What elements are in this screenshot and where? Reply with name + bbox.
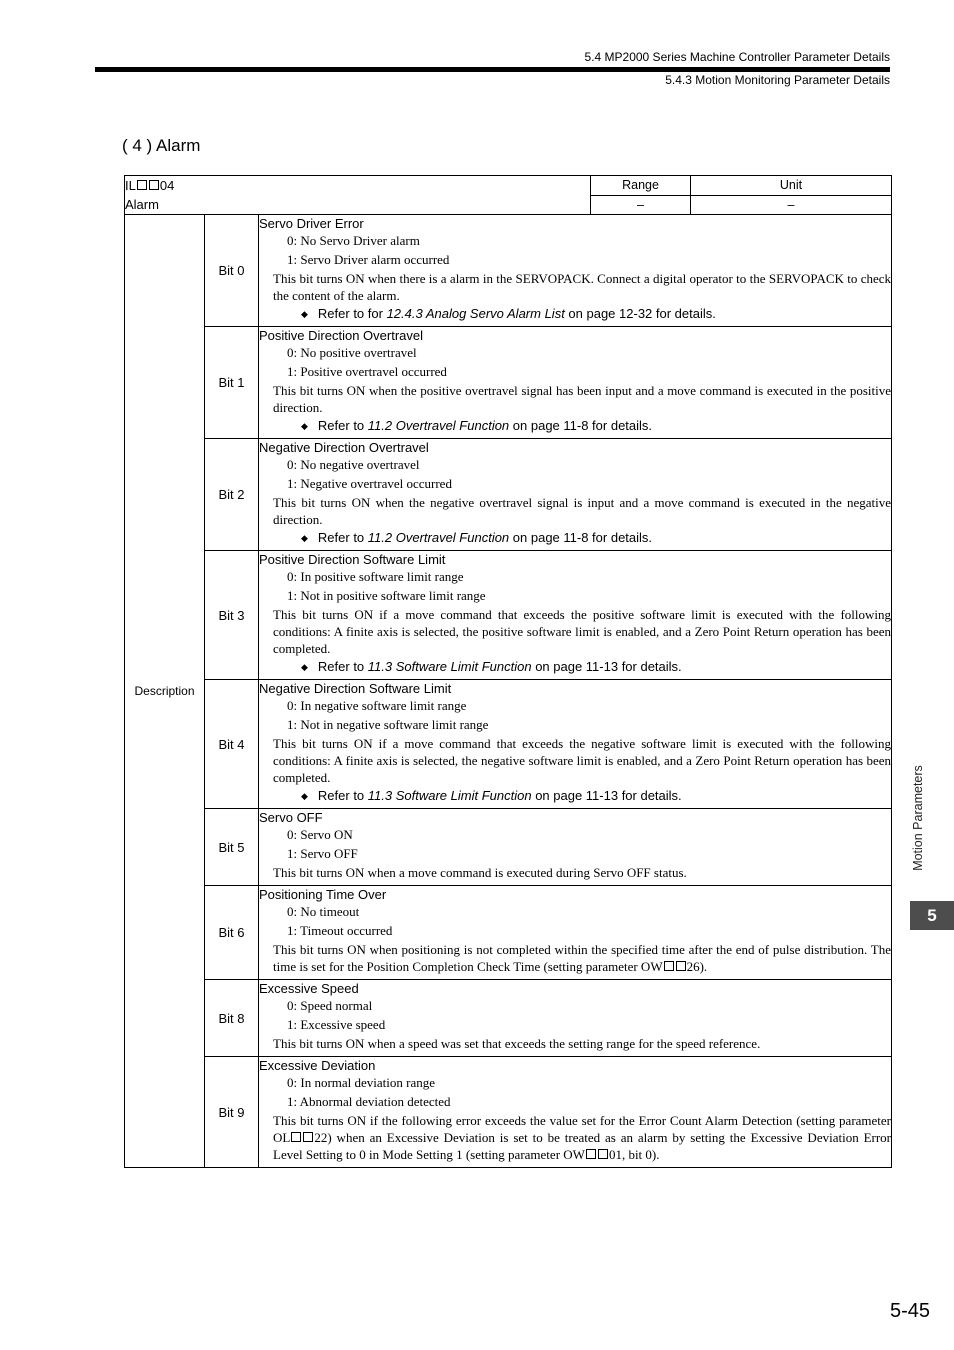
cross-reference: ◆ Refer to for 12.4.3 Analog Servo Alarm List on page 12-32 for details. bbox=[301, 306, 716, 321]
bit-description bbox=[259, 439, 892, 551]
diamond-bullet-icon: ◆ bbox=[301, 309, 308, 319]
bit-value-1: 1: Servo OFF bbox=[287, 845, 358, 861]
diamond-bullet-icon: ◆ bbox=[301, 533, 308, 543]
diamond-bullet-icon: ◆ bbox=[301, 791, 308, 801]
bit-title: Excessive Speed bbox=[259, 981, 359, 996]
unit-header: Unit bbox=[691, 176, 892, 196]
placeholder-box-icon bbox=[149, 180, 159, 190]
bit-description bbox=[259, 327, 892, 439]
parameter-name: Alarm bbox=[125, 197, 159, 212]
bit-description bbox=[259, 886, 892, 980]
reference-title: 11.3 Software Limit Function bbox=[367, 788, 532, 803]
bit-value-0: 0: No Servo Driver alarm bbox=[287, 233, 420, 248]
chapter-tab: 5 bbox=[910, 901, 954, 930]
bit-description bbox=[259, 680, 892, 809]
bit-title: Positive Direction Overtravel bbox=[259, 328, 423, 343]
bit-explanation: This bit turns ON if a move command that exceeds the positive software limit is executed with the following conditions: A finite axis is selected, the positive software limit is enabled, and a Zero Point Return operation has been completed. bbox=[273, 607, 892, 656]
bit-label: Bit 6 bbox=[205, 886, 259, 980]
bit-label: Bit 0 bbox=[205, 215, 259, 327]
range-value: – bbox=[591, 195, 691, 215]
cross-reference: ◆ Refer to 11.3 Software Limit Function on page 11-13 for details. bbox=[301, 788, 682, 803]
placeholder-box-icon bbox=[586, 1149, 596, 1159]
reference-title: 12.4.3 Analog Servo Alarm List bbox=[386, 306, 565, 321]
placeholder-box-icon bbox=[664, 961, 674, 971]
bit-value-0: 0: No positive overtravel bbox=[287, 345, 417, 360]
parameter-id: IL 04 bbox=[125, 178, 175, 193]
cross-reference: ◆ Refer to 11.3 Software Limit Function on page 11-13 for details. bbox=[301, 659, 682, 674]
unit-value: – bbox=[691, 195, 892, 215]
cross-reference: ◆ Refer to 11.2 Overtravel Function on page 11-8 for details. bbox=[301, 418, 653, 433]
bit-explanation: This bit turns ON if a move command that exceeds the negative software limit is executed with the following conditions: A finite axis is selected, the negative software limit is enabled, and a Zero Point Return operation has been completed. bbox=[273, 736, 892, 785]
bit-value-0: 0: No negative overtravel bbox=[287, 457, 420, 472]
bit-explanation: This bit turns ON when the positive overtravel signal has been input and a move command is executed in the positive direction. bbox=[273, 383, 892, 415]
bit-label: Bit 4 bbox=[205, 680, 259, 809]
reference-title: 11.2 Overtravel Function bbox=[367, 530, 510, 545]
bit-value-0: 0: Speed normal bbox=[287, 998, 373, 1013]
bit-value-0: 0: In normal deviation range bbox=[287, 1075, 436, 1090]
bit-value-1: 1: Excessive speed bbox=[287, 1016, 386, 1032]
bit-value-0: 0: Servo ON bbox=[287, 827, 353, 842]
chapter-side-label: Motion Parameters bbox=[911, 765, 925, 871]
diamond-bullet-icon: ◆ bbox=[301, 421, 308, 431]
bit-value-0: 0: In negative software limit range bbox=[287, 698, 467, 713]
bit-label: Bit 1 bbox=[205, 327, 259, 439]
placeholder-box-icon bbox=[303, 1132, 313, 1142]
bit-title: Negative Direction Overtravel bbox=[259, 440, 429, 455]
bit-value-0: 0: No timeout bbox=[287, 904, 360, 919]
bit-description bbox=[259, 215, 892, 327]
description-label: Description bbox=[125, 215, 205, 1168]
bit-title: Positioning Time Over bbox=[259, 887, 387, 902]
section-title: ( 4 ) Alarm bbox=[122, 136, 201, 155]
bit-description bbox=[259, 980, 892, 1057]
reference-title: 11.3 Software Limit Function bbox=[367, 659, 532, 674]
bit-label: Bit 9 bbox=[205, 1057, 259, 1168]
bit-title: Positive Direction Software Limit bbox=[259, 552, 446, 567]
bit-value-1: 1: Positive overtravel occurred bbox=[287, 363, 447, 379]
parameter-id-cell bbox=[125, 176, 591, 215]
placeholder-box-icon bbox=[137, 180, 147, 190]
bit-label: Bit 5 bbox=[205, 809, 259, 886]
bit-value-1: 1: Timeout occurred bbox=[287, 922, 393, 938]
bit-value-1: 1: Abnormal deviation detected bbox=[287, 1093, 451, 1109]
bit-explanation: This bit turns ON when the negative overtravel signal is input and a move command is executed in the negative direction. bbox=[273, 495, 892, 527]
bit-explanation: This bit turns ON when there is a alarm in the SERVOPACK. Connect a digital operator to the SERVOPACK to check the content of the alarm. bbox=[273, 271, 892, 303]
bit-label: Bit 3 bbox=[205, 551, 259, 680]
bit-value-1: 1: Not in negative software limit range bbox=[287, 716, 489, 732]
bit-explanation: This bit turns ON when positioning is not completed within the specified time after the end of pulse distribution. The time is set for the Position Completion Check Time (setting parameter OW 26). bbox=[273, 942, 892, 974]
bit-description bbox=[259, 809, 892, 886]
bit-description bbox=[259, 1057, 892, 1168]
bit-title: Excessive Deviation bbox=[259, 1058, 376, 1073]
page-number: 5-45 bbox=[889, 1300, 930, 1322]
bit-value-0: 0: In positive software limit range bbox=[287, 569, 464, 584]
range-header: Range bbox=[591, 176, 691, 196]
bit-explanation: This bit turns ON when a move command is executed during Servo OFF status. bbox=[273, 865, 687, 880]
bit-value-1: 1: Servo Driver alarm occurred bbox=[287, 251, 450, 267]
bit-label: Bit 8 bbox=[205, 980, 259, 1057]
bit-title: Servo Driver Error bbox=[259, 216, 364, 231]
bit-title: Servo OFF bbox=[259, 810, 323, 825]
placeholder-box-icon bbox=[676, 961, 686, 971]
running-header-subsection: 5.4.3 Motion Monitoring Parameter Details bbox=[665, 73, 890, 87]
bit-explanation: This bit turns ON if the following error exceeds the value set for the Error Count Alarm Detection (setting parameter OL 22) when an Excessive Deviation is set to be treated as an alarm by setting the Excessive Deviation Error Level Setting to 0 in Mode Setting 1 (setting parameter OW 01, bit 0). bbox=[273, 1113, 892, 1162]
bit-description bbox=[259, 551, 892, 680]
placeholder-box-icon bbox=[598, 1149, 608, 1159]
cross-reference: ◆ Refer to 11.2 Overtravel Function on page 11-8 for details. bbox=[301, 530, 653, 545]
bit-label: Bit 2 bbox=[205, 439, 259, 551]
reference-title: 11.2 Overtravel Function bbox=[367, 418, 510, 433]
bit-value-1: 1: Not in positive software limit range bbox=[287, 587, 486, 603]
bit-title: Negative Direction Software Limit bbox=[259, 681, 452, 696]
running-header-section: 5.4 MP2000 Series Machine Controller Parameter Details bbox=[584, 50, 890, 64]
header-rule bbox=[95, 67, 890, 72]
bit-explanation: This bit turns ON when a speed was set that exceeds the setting range for the speed reference. bbox=[273, 1036, 761, 1051]
placeholder-box-icon bbox=[291, 1132, 301, 1142]
parameter-table bbox=[124, 175, 892, 1168]
bit-value-1: 1: Negative overtravel occurred bbox=[287, 475, 452, 491]
diamond-bullet-icon: ◆ bbox=[301, 662, 308, 672]
